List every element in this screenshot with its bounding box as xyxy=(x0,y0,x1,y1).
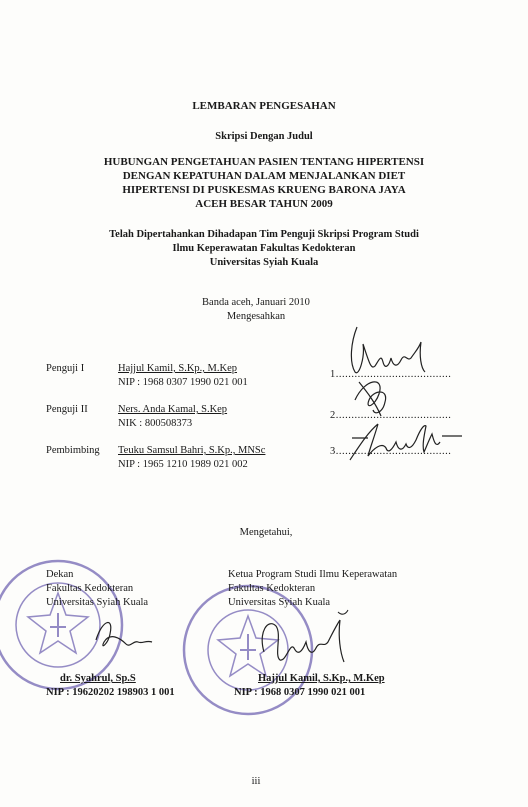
signature-line: 1..................................... xyxy=(330,369,452,380)
dean-title-line: Universitas Syiah Kuala xyxy=(46,597,149,608)
defense-line: Ilmu Keperawatan Fakultas Kedokteran xyxy=(172,243,356,254)
examiner-id: NIP : 1968 0307 1990 021 001 xyxy=(118,377,248,388)
defense-line: Telah Dipertahankan Dihadapan Tim Penguji Skripsi Program Studi xyxy=(109,229,419,240)
program-head-title-line: Ketua Program Studi Ilmu Keperawatan xyxy=(228,569,398,580)
dean-id: NIP : 19620202 198903 1 001 xyxy=(46,687,175,698)
program-head-name: Hajjul Kamil, S.Kp., M.Kep xyxy=(258,673,385,684)
signature-program-head xyxy=(250,612,360,672)
dean-title-line: Fakultas Kedokteran xyxy=(46,583,134,594)
examiner-name: Teuku Samsul Bahri, S.Kp., MNSc xyxy=(118,445,266,456)
signature-examiner-2 xyxy=(345,372,405,422)
examiner-id: NIK : 800508373 xyxy=(118,418,193,429)
dean-name: dr. Syahrul, Sp.S xyxy=(60,673,136,684)
place-date-block xyxy=(0,296,520,324)
page-title: LEMBARAN PENGESAHAN xyxy=(192,100,336,112)
thesis-title-line: ACEH BESAR TAHUN 2009 xyxy=(195,198,333,210)
page-number: iii xyxy=(251,776,261,787)
subtitle: Skripsi Dengan Judul xyxy=(215,131,313,142)
program-head-block xyxy=(228,568,397,610)
dean-block xyxy=(46,568,148,610)
signature-examiner-3 xyxy=(338,418,468,463)
thesis-title xyxy=(0,155,528,211)
thesis-title-line: HUBUNGAN PENGETAHUAN PASIEN TENTANG HIPERTENSI xyxy=(103,156,425,168)
program-head-title-line: Fakultas Kedokteran xyxy=(228,583,316,594)
examiner-role: Penguji I xyxy=(46,363,85,374)
place-date: Banda aceh, Januari 2010 xyxy=(202,297,310,308)
signature-dean xyxy=(90,610,160,660)
examiner-role: Penguji II xyxy=(46,404,88,415)
defense-line: Universitas Syiah Kuala xyxy=(209,257,319,268)
examiner-id: NIP : 1965 1210 1989 021 002 xyxy=(118,459,248,470)
thesis-title-line: DENGAN KEPATUHAN DALAM MENJALANKAN DIET xyxy=(122,170,406,182)
acknowledged-label: Mengetahui, xyxy=(239,527,293,538)
dean-title-line: Dekan xyxy=(46,569,74,580)
signature-line: 3..................................... xyxy=(330,446,452,457)
examiner-name: Hajjul Kamil, S.Kp., M.Kep xyxy=(118,363,237,374)
defense-statement xyxy=(0,228,528,270)
examiner-role: Pembimbing xyxy=(46,445,100,456)
signature-line: 2..................................... xyxy=(330,410,452,421)
program-head-id: NIP : 1968 0307 1990 021 001 xyxy=(234,687,366,698)
approval-label: Mengesahkan xyxy=(226,311,286,322)
program-head-title-line: Universitas Syiah Kuala xyxy=(228,597,331,608)
thesis-title-line: HIPERTENSI DI PUSKESMAS KRUENG BARONA JAYA xyxy=(122,184,406,196)
examiner-name: Ners. Anda Kamal, S.Kep xyxy=(118,404,228,415)
